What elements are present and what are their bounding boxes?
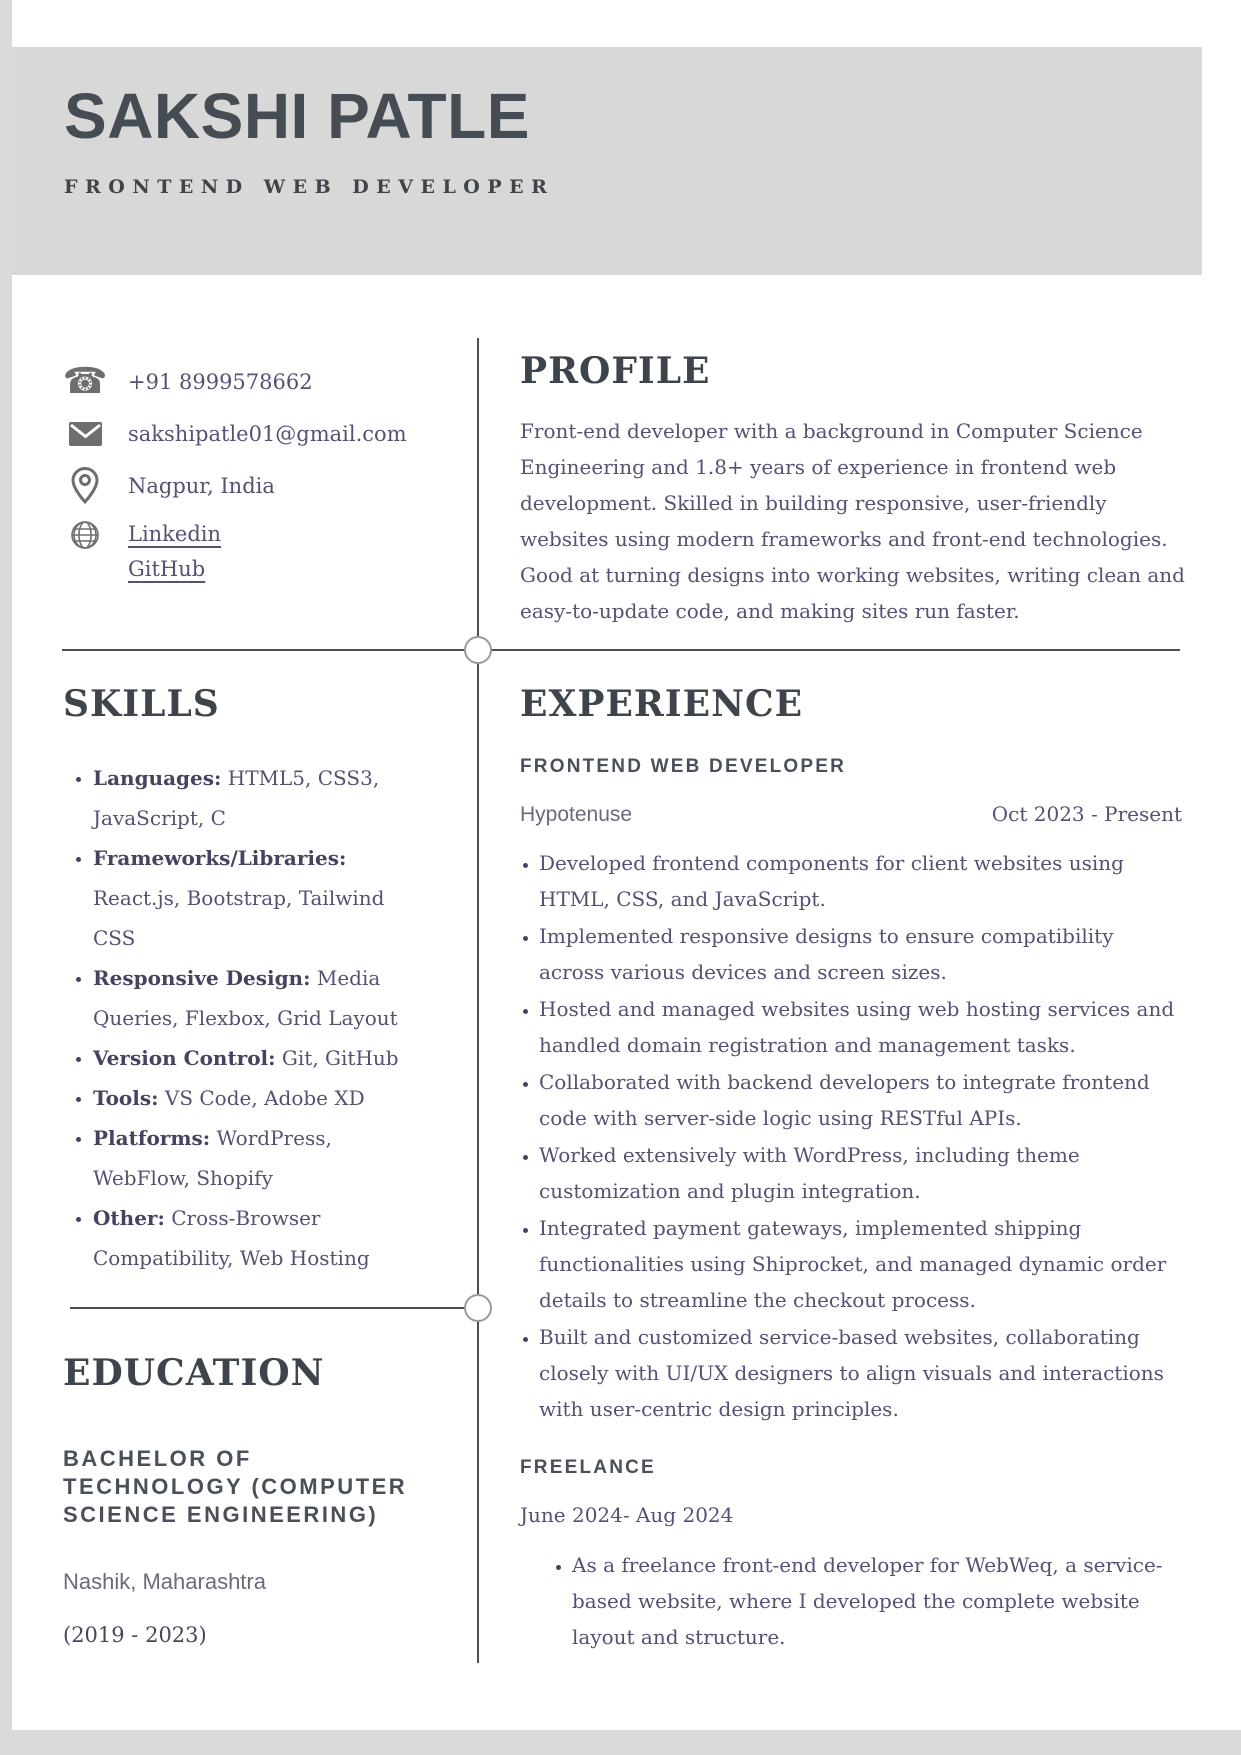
divider-node-top [464,636,492,664]
header [12,47,1202,275]
horizontal-divider-top [62,649,1180,651]
globe-icon [66,520,104,550]
skill-category-label: Platforms: [93,1126,211,1151]
skill-values: Cross-Browser Compatibility, Web Hosting [93,1206,370,1271]
job-freelance [520,1457,1182,1655]
skill-category-label: Version Control: [93,1046,276,1071]
skill-category-label: Other: [93,1206,165,1231]
person-name: SAKSHI PATLE [64,80,530,152]
education-location: Nashik, Maharashtra [63,1569,266,1595]
skill-item [93,1038,413,1078]
education-section [63,1352,453,1647]
profile-heading: PROFILE [520,350,711,392]
freelance-title: FREELANCE [520,1457,656,1479]
experience-section [520,683,1182,1656]
freelance-dates: June 2024- Aug 2024 [520,1503,734,1528]
contact-location-row [66,466,456,506]
contact-section [62,361,456,593]
vertical-divider [477,338,479,1663]
bottom-edge-bar [0,1730,1241,1755]
linkedin-link[interactable]: Linkedin [128,522,222,546]
experience-bullet: • Implemented responsive designs to ensure compatibility across various devices and screen sizes. [539,918,1182,990]
contact-email-row [66,414,456,454]
divider-node-left [464,1294,492,1322]
skill-item [93,1118,413,1198]
skill-values: Media Queries, Flexbox, Grid Layout [93,966,398,1031]
company-name: Hypotenuse [520,803,633,827]
experience-bullet: • Integrated payment gateways, implemented shipping functionalities using Shiprocket, and managed dynamic order details to streamline the checkout process. [539,1210,1182,1318]
skills-list [63,758,413,1278]
horizontal-divider-left [70,1307,477,1309]
experience-bullet: • Developed frontend components for client websites using HTML, CSS, and JavaScript. [539,845,1182,917]
contact-links-row [66,520,456,581]
skills-section [63,683,443,1278]
experience-bullet: • Collaborated with backend developers to integrate frontend code with server-side logic using RESTful APIs. [539,1064,1182,1136]
job-title: FRONTEND WEB DEVELOPER [520,756,847,778]
skill-item [93,1078,413,1118]
experience-heading: EXPERIENCE [520,683,804,725]
job-bullets-list [520,845,1182,1427]
skill-item [93,838,413,958]
skills-heading: SKILLS [63,683,220,725]
experience-bullet: • Hosted and managed websites using web hosting services and handled domain registration and management tasks. [539,991,1182,1063]
skill-values: React.js, Bootstrap, Tailwind CSS [93,886,385,951]
experience-bullet: • Built and customized service-based websites, collaborating closely with UI/UX designers to align visuals and interactions with user-centric design principles. [539,1319,1182,1427]
freelance-bullets-list [520,1547,1182,1655]
email-address: sakshipatle01@gmail.com [128,422,407,446]
job-dates: Oct 2023 - Present [991,802,1182,827]
skill-item [93,758,413,838]
education-years: (2019 - 2023) [63,1623,207,1648]
job-meta-row [520,802,1182,827]
experience-bullet: • Worked extensively with WordPress, including theme customization and plugin integration. [539,1137,1182,1209]
job-frontend-developer [520,756,1182,1427]
skill-values: HTML5, CSS3, JavaScript, C [93,766,380,831]
left-edge-bar [0,0,12,1755]
github-link[interactable]: GitHub [128,557,206,581]
skill-item [93,958,413,1038]
phone-icon: ☎ [62,361,108,402]
education-heading: EDUCATION [63,1352,325,1394]
location-pin-icon [66,466,104,506]
location-text: Nagpur, India [128,474,275,498]
phone-number: +91 8999578662 [128,370,313,394]
skill-category-label: Tools: [93,1086,159,1111]
degree-title: BACHELOR OF TECHNOLOGY (COMPUTER SCIENCE ENGINEERING) [63,1446,408,1528]
contact-phone-row [62,361,456,402]
profile-section [520,350,1185,629]
skill-category-label: Responsive Design: [93,966,311,991]
skill-values: Git, GitHub [281,1046,399,1071]
skill-category-label: Frameworks/Libraries: [93,846,347,871]
skill-values: VS Code, Adobe XD [164,1086,365,1111]
skill-item [93,1198,413,1278]
email-icon [66,422,104,446]
skill-category-label: Languages: [93,766,222,791]
freelance-bullet: • As a freelance front-end developer for WebWeq, a service-based website, where I developed the complete website layout and structure. [572,1547,1182,1655]
role-subtitle: FRONTEND WEB DEVELOPER [64,176,555,199]
profile-text: Front-end developer with a background in Computer Science Engineering and 1.8+ years of experience in frontend web development. Skilled in building responsive, user-friendly websites using modern frameworks and front-end technologies. Good at turning designs into working websites, writing clean and easy-to-update code, and making sites run faster. [520,419,1185,624]
skill-values: WordPress, WebFlow, Shopify [93,1126,332,1191]
